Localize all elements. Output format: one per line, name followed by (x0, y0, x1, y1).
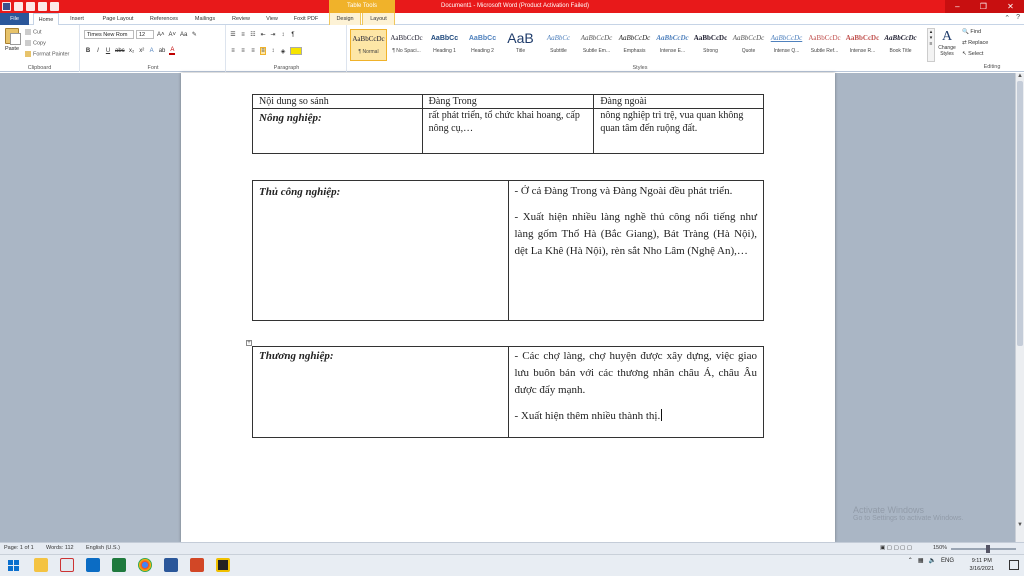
style-name: Heading 1 (433, 48, 456, 54)
shrink-font-icon[interactable]: A˅ (168, 31, 177, 38)
restore-icon[interactable]: ❐ (979, 2, 987, 11)
zoom-slider[interactable] (951, 548, 1016, 550)
scroll-down-icon[interactable]: ▼ (1017, 522, 1023, 528)
header-cell[interactable]: Đàng Trong (422, 95, 594, 109)
clock[interactable] (970, 557, 994, 573)
comparison-table-3[interactable] (252, 346, 764, 438)
style-sample: AaBbCcDc (808, 34, 841, 42)
table-row (253, 347, 764, 438)
style-subtitle[interactable] (540, 29, 577, 61)
font-color-icon[interactable]: A (170, 47, 175, 53)
pdf-app-icon[interactable] (60, 558, 74, 572)
minimize-icon[interactable]: – (955, 2, 960, 11)
style-sample: AaBbCcDc (884, 34, 917, 42)
style-heading-1[interactable] (426, 29, 463, 61)
text-cursor (661, 409, 662, 421)
cut-label: Cut (33, 29, 42, 36)
scroll-thumb[interactable] (1017, 81, 1023, 346)
editing-group (962, 29, 1022, 75)
style-name: Intense E... (659, 48, 686, 54)
sort-icon[interactable]: ↕ (281, 31, 285, 38)
mail-icon[interactable] (86, 558, 100, 572)
volume-icon[interactable]: 🔈 (928, 558, 936, 564)
copy-button[interactable] (25, 40, 46, 46)
style-sample: AaBbCcDc (770, 34, 803, 42)
style-quote[interactable] (730, 29, 767, 61)
style-emphasis[interactable] (616, 29, 653, 61)
multilevel-list-icon[interactable]: ☷ (250, 32, 256, 38)
style-sample: AaBbCcDc (732, 34, 765, 42)
format-painter-label: Format Painter (33, 51, 70, 58)
italic-icon[interactable]: I (97, 48, 99, 54)
close-icon[interactable]: ✕ (1007, 2, 1014, 11)
copy-icon (25, 40, 31, 46)
clock-time: 9:11 PM (971, 558, 992, 564)
style-name: ¶ Normal (358, 49, 379, 55)
strikethrough-icon[interactable]: abc (115, 48, 125, 54)
replace-button[interactable]: ⇄ Replace (962, 40, 989, 46)
table-row (253, 109, 764, 154)
windows-start-icon[interactable] (8, 560, 19, 571)
style-sample: AaBbCcDc (845, 34, 880, 42)
format-painter-button[interactable] (25, 51, 69, 57)
style-intense-emphasis[interactable] (654, 29, 691, 61)
grow-font-icon[interactable]: A˄ (157, 31, 165, 38)
page-count[interactable]: Page: 1 of 1 (4, 545, 34, 551)
style-heading-2[interactable] (464, 29, 501, 61)
style-name: Emphasis (623, 48, 646, 54)
header-cell[interactable]: Đàng ngoài (594, 95, 764, 109)
row-label-cell[interactable]: Nông nghiệp: (253, 109, 423, 154)
paragraph-group (227, 25, 347, 72)
input-language[interactable]: ENG (940, 557, 954, 564)
alignment-row (230, 47, 302, 55)
style-intense-reference[interactable] (844, 29, 881, 61)
paragraph: - Các chợ làng, chợ huyện được xây dựng, việc giao lưu buôn bán với các thương nhân châu Á, châu Âu được đẩy mạnh. (514, 350, 757, 396)
tray-chevron-icon[interactable]: ⌃ (907, 558, 913, 564)
borders-icon[interactable] (290, 47, 302, 55)
watermark-subtitle: Go to Settings to activate Windows. (853, 515, 964, 522)
underline-icon[interactable]: U (105, 48, 111, 54)
tab-layout[interactable]: Layout (362, 13, 395, 25)
tab-view[interactable]: View (266, 16, 278, 22)
tab-mailings[interactable]: Mailings (194, 16, 216, 22)
style-name: Subtle Em... (582, 48, 611, 54)
minimize-ribbon-icon[interactable]: ⌃ (1004, 15, 1011, 22)
line-spacing-icon[interactable]: ↕ (271, 48, 275, 54)
row-label-cell[interactable]: Thủ công nghiệp: (253, 181, 509, 321)
style-sample: AaBbCcDc (618, 34, 651, 42)
styles-more-icon[interactable]: ▴ ▾ ≡ (927, 28, 935, 62)
align-center-icon[interactable]: ≡ (241, 48, 245, 54)
ribbon-tabs (0, 13, 1024, 25)
style-sample: AaBbCcDc (580, 34, 613, 42)
styles-label: Styles (632, 65, 648, 71)
paragraph (515, 408, 758, 425)
paste-label: Paste (4, 46, 20, 52)
superscript-icon[interactable]: x² (139, 48, 145, 54)
show-formatting-icon[interactable]: ¶ (291, 31, 295, 38)
style-name: Subtle Ref... (810, 48, 839, 54)
row-label-cell[interactable]: Thương nghiệp: (253, 347, 509, 438)
document-title: Document1 - Microsoft Word (Product Activation Failed) (441, 3, 589, 9)
clipboard-group (0, 25, 80, 72)
table-cell[interactable]: nông nghiệp trì trệ, vua quan không quan tâm đến ruộng đất. (594, 109, 764, 154)
table-move-handle-icon[interactable]: + (247, 340, 251, 346)
notification-icon[interactable] (1009, 560, 1019, 570)
table-cell[interactable] (508, 347, 764, 438)
style-subtle-reference[interactable] (806, 29, 843, 61)
style-sample: AaB (507, 30, 534, 46)
style-subtle-emphasis[interactable] (578, 29, 615, 61)
scroll-up-icon[interactable]: ▲ (1017, 73, 1023, 79)
bold-icon[interactable]: B (85, 48, 91, 54)
style-name: Title (515, 48, 526, 54)
bullets-icon[interactable]: ☰ (230, 32, 236, 38)
select-button[interactable]: ↖ Select (962, 51, 984, 57)
activate-windows-watermark (853, 505, 964, 522)
select-label: Select (968, 51, 984, 57)
tab-foxit-pdf[interactable]: Foxit PDF (293, 16, 319, 22)
clipboard-label: Clipboard (27, 65, 52, 71)
file-explorer-icon[interactable] (34, 558, 48, 572)
view-buttons[interactable]: ▣ ▢ ▢ ▢ ▢ (880, 545, 913, 551)
subscript-icon[interactable]: x₂ (129, 48, 135, 54)
style-name: Strong (703, 48, 718, 54)
style-name: Intense Q... (773, 48, 800, 54)
network-icon[interactable]: ▦ (917, 558, 924, 564)
editing-label: Editing (983, 64, 1001, 70)
save-icon[interactable] (14, 2, 23, 11)
table-cell[interactable] (508, 181, 764, 321)
vertical-scrollbar[interactable] (1015, 73, 1024, 542)
system-tray (908, 557, 954, 564)
clock-date: 3/16/2021 (969, 566, 994, 572)
redo-icon[interactable] (38, 2, 47, 11)
style-name: Quote (741, 48, 756, 54)
styles-gallery (350, 25, 930, 72)
replace-label: Replace (968, 40, 989, 46)
font-name-select[interactable]: Times New Rom (84, 30, 134, 39)
style-sample: AaBbCc (468, 35, 497, 42)
table-row (253, 181, 764, 321)
style-sample: AaBbCcDc (656, 34, 689, 42)
style-name: Book Title (889, 48, 912, 54)
style-normal[interactable] (350, 29, 387, 61)
table-tools-context-tab: Table Tools (329, 0, 395, 13)
font-group (81, 25, 226, 72)
style-sample: AaBbCcDc (693, 34, 728, 42)
style-name: ¶ No Spaci... (392, 48, 421, 54)
paragraph-text: - Xuất hiện thêm nhiều thành thị. (514, 410, 661, 422)
paste-icon (5, 28, 19, 44)
tab-references[interactable]: References (149, 16, 179, 22)
style-name: Intense R... (849, 48, 876, 54)
powerpoint-icon[interactable] (190, 558, 204, 572)
style-sample: AaBbCcDc (390, 34, 423, 42)
table-cell[interactable]: rất phát triển, tổ chức khai hoang, cấp nông cụ,… (422, 109, 594, 154)
word-count[interactable]: Words: 112 (46, 545, 74, 551)
excel-icon[interactable] (112, 558, 126, 572)
text-effects-icon[interactable]: A (149, 48, 154, 54)
comparison-table-2[interactable] (252, 180, 764, 321)
style-no-spacing[interactable] (388, 29, 425, 61)
tab-file[interactable]: File (0, 13, 29, 25)
cut-icon (25, 29, 31, 35)
tab-design[interactable]: Design (329, 13, 361, 25)
tab-insert[interactable]: Insert (70, 16, 84, 22)
tabbar-right (1004, 14, 1020, 22)
list-row (230, 31, 296, 38)
change-styles-icon: A (941, 29, 953, 44)
status-bar (0, 542, 1024, 554)
style-sample: AaBbCcDc (352, 35, 385, 43)
change-styles-label: Change Styles (938, 45, 956, 57)
style-strong[interactable] (692, 29, 729, 61)
style-sample: AaBbCc (430, 35, 459, 42)
tab-review[interactable]: Review (231, 16, 251, 22)
style-title[interactable] (502, 29, 539, 61)
zoom-level[interactable]: 150% (933, 545, 948, 551)
tab-page-layout[interactable]: Page Layout (102, 16, 134, 22)
align-right-icon[interactable]: ≡ (251, 48, 255, 54)
justify-icon[interactable]: ≡ (261, 48, 265, 54)
numbering-icon[interactable]: ≡ (241, 31, 245, 38)
watermark-title: Activate Windows (853, 505, 925, 515)
header-cell[interactable]: Nội dung so sánh (253, 95, 423, 109)
change-styles-button[interactable] (936, 29, 958, 63)
font-label: Font (147, 65, 159, 71)
taskbar (0, 554, 1024, 576)
style-intense-quote[interactable] (768, 29, 805, 61)
paragraph: - Xuất hiện nhiều làng nghề thủ công nổi tiếng như làng gốm Thổ Hà (Bắc Giang), Bát Tràng (Hà Nội), dệt La Khê (Hà Nội), rèn sắt Nho Lâm (Nghệ An),… (514, 211, 757, 257)
style-book-title[interactable] (882, 29, 919, 61)
find-label: Find (970, 29, 982, 35)
zoom-slider-knob[interactable] (986, 545, 990, 553)
cut-button[interactable] (25, 29, 42, 35)
shading-icon[interactable]: ◈ (280, 48, 286, 55)
paragraph: - Ở cả Đàng Trong và Đàng Ngoài đều phát triển. (514, 185, 733, 197)
customize-toolbar-icon[interactable] (50, 2, 59, 11)
table-row (253, 95, 764, 109)
find-button[interactable]: 🔍 Find (962, 29, 982, 35)
decrease-indent-icon[interactable]: ⇤ (260, 32, 266, 38)
word-logo-icon[interactable] (2, 2, 11, 11)
highlight-icon[interactable]: ab (158, 48, 166, 54)
window-controls (945, 0, 1024, 13)
comparison-table-1[interactable] (252, 94, 764, 154)
format-painter-icon (25, 51, 31, 57)
font-size-select[interactable]: 12 (136, 30, 154, 39)
paste-button[interactable] (3, 28, 21, 60)
paragraph-label: Paragraph (273, 65, 300, 71)
language-indicator[interactable]: English (U.S.) (86, 545, 120, 551)
copy-label: Copy (33, 40, 46, 47)
font-size-tools (157, 31, 197, 38)
change-case-icon[interactable]: Aa (180, 31, 188, 38)
clear-formatting-icon[interactable]: ✎ (191, 32, 197, 38)
quick-access-toolbar (2, 1, 59, 12)
style-name: Heading 2 (471, 48, 494, 54)
align-left-icon[interactable]: ≡ (231, 48, 235, 54)
help-icon[interactable]: ? (1016, 14, 1020, 21)
undo-icon[interactable] (26, 2, 35, 11)
style-sample: AaBbCc (546, 34, 571, 42)
title-bar (0, 0, 1024, 13)
font-format-row (85, 47, 175, 55)
chrome-icon[interactable] (138, 558, 152, 572)
tab-home[interactable]: Home (33, 13, 59, 25)
app-icon[interactable] (216, 558, 230, 572)
style-name: Subtitle (550, 48, 567, 54)
increase-indent-icon[interactable]: ⇥ (270, 32, 276, 38)
ribbon (0, 25, 1024, 72)
word-taskbar-icon[interactable] (164, 558, 178, 572)
